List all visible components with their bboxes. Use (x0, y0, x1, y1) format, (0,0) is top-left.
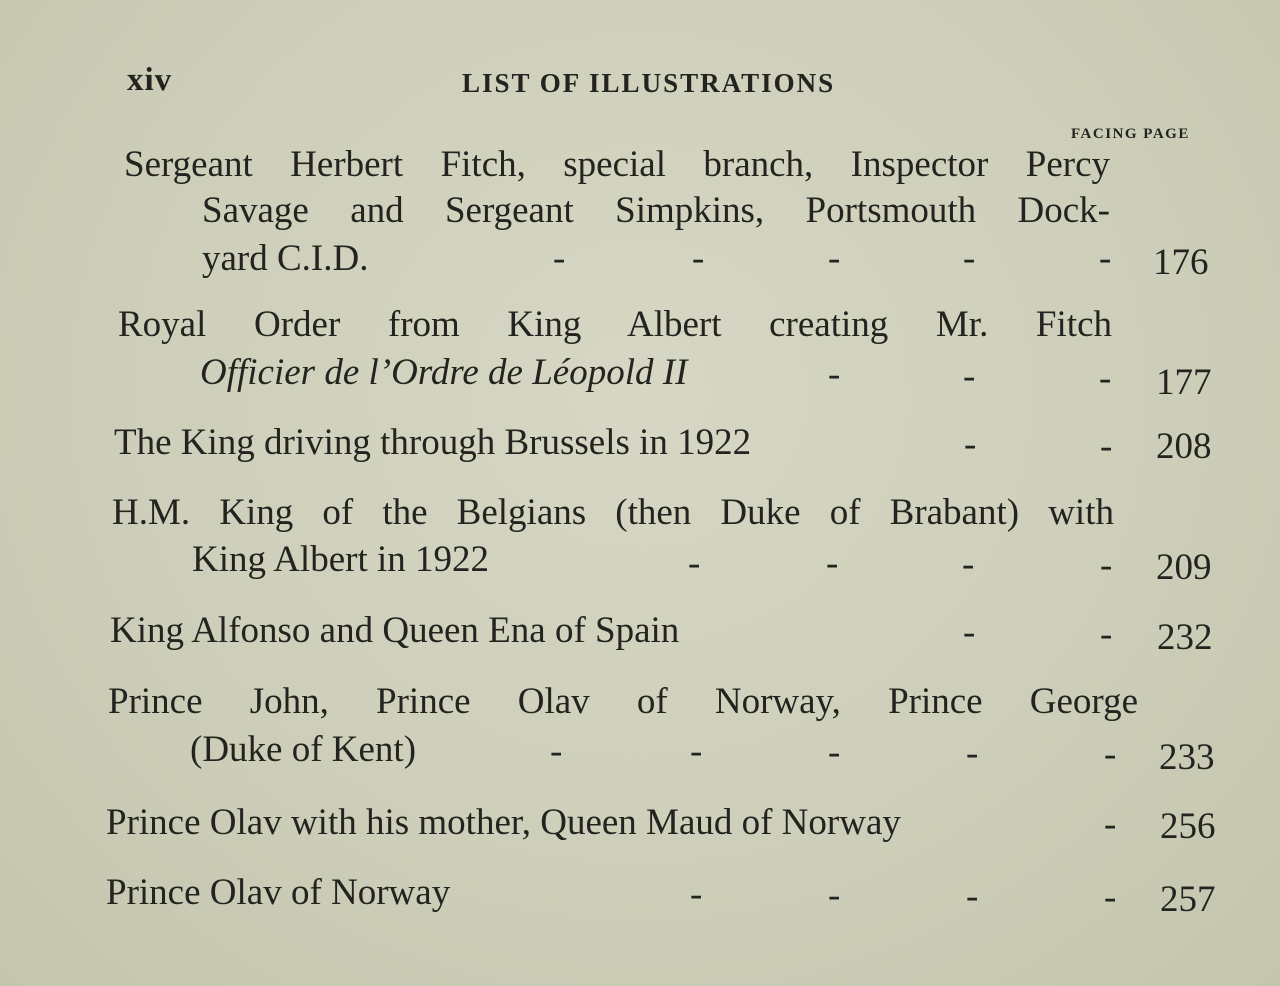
leader-dash: - (550, 731, 563, 772)
leader-dash: - (828, 732, 841, 773)
leader-dash: - (828, 875, 841, 916)
facing-page-number: 177 (1156, 362, 1212, 403)
leader-dash: - (1100, 426, 1113, 467)
entry-text-line: H.M. King of the Belgians (then Duke of Brabant) with (112, 492, 1114, 533)
leader-dash: - (964, 424, 977, 465)
facing-page-number: 208 (1156, 426, 1212, 467)
leader-dash: - (688, 543, 701, 584)
leader-dash: - (966, 733, 979, 774)
leader-dash: - (553, 238, 566, 279)
leader-dash: - (826, 543, 839, 584)
leader-dash: - (1104, 877, 1117, 918)
leader-dash: - (1099, 358, 1112, 399)
leader-dash: - (1099, 238, 1112, 279)
leader-dash: - (692, 238, 705, 279)
entry-text-line: Sergeant Herbert Fitch, special branch, Inspector Percy (124, 144, 1110, 185)
facing-page-number: 209 (1156, 547, 1212, 588)
entry-text-line: Royal Order from King Albert creating Mr. Fitch (118, 304, 1112, 345)
leader-dash: - (966, 876, 979, 917)
leader-dash: - (1104, 804, 1117, 845)
facing-page-number: 233 (1159, 737, 1215, 778)
leader-dash: - (828, 238, 841, 279)
facing-page-number: 256 (1160, 806, 1216, 847)
entry-text-line: (Duke of Kent) (190, 729, 417, 770)
entry-text-line: Savage and Sergeant Simpkins, Portsmouth Dock- (202, 190, 1110, 231)
facing-page-number: 176 (1153, 242, 1209, 283)
facing-page-number: 257 (1160, 879, 1216, 920)
entry-text-line: King Alfonso and Queen Ena of Spain (110, 610, 680, 651)
leader-dash: - (963, 356, 976, 397)
leader-dash: - (1100, 614, 1113, 655)
entry-text-line: Prince Olav with his mother, Queen Maud of Norway (106, 802, 901, 843)
leader-dash: - (1104, 734, 1117, 775)
entry-text-line: Prince Olav of Norway (106, 872, 451, 913)
facing-page-label: FACING PAGE (1071, 126, 1190, 142)
entry-text-line: yard C.I.D. (202, 238, 369, 279)
entry-text-line: King Albert in 1922 (192, 539, 490, 580)
leader-dash: - (963, 238, 976, 279)
leader-dash: - (963, 612, 976, 653)
entry-text-line: The King driving through Brussels in 1922 (114, 422, 752, 463)
page-number-roman: xiv (127, 62, 173, 98)
facing-page-number: 232 (1157, 617, 1213, 658)
leader-dash: - (962, 544, 975, 585)
running-head-title: LIST OF ILLUSTRATIONS (462, 68, 836, 98)
leader-dash: - (1100, 545, 1113, 586)
leader-dash: - (690, 874, 703, 915)
entry-text-line: Officier de l’Ordre de Léopold II (200, 352, 688, 393)
leader-dash: - (690, 731, 703, 772)
entry-text-line: Prince John, Prince Olav of Norway, Prince George (108, 681, 1138, 722)
leader-dash: - (828, 354, 841, 395)
